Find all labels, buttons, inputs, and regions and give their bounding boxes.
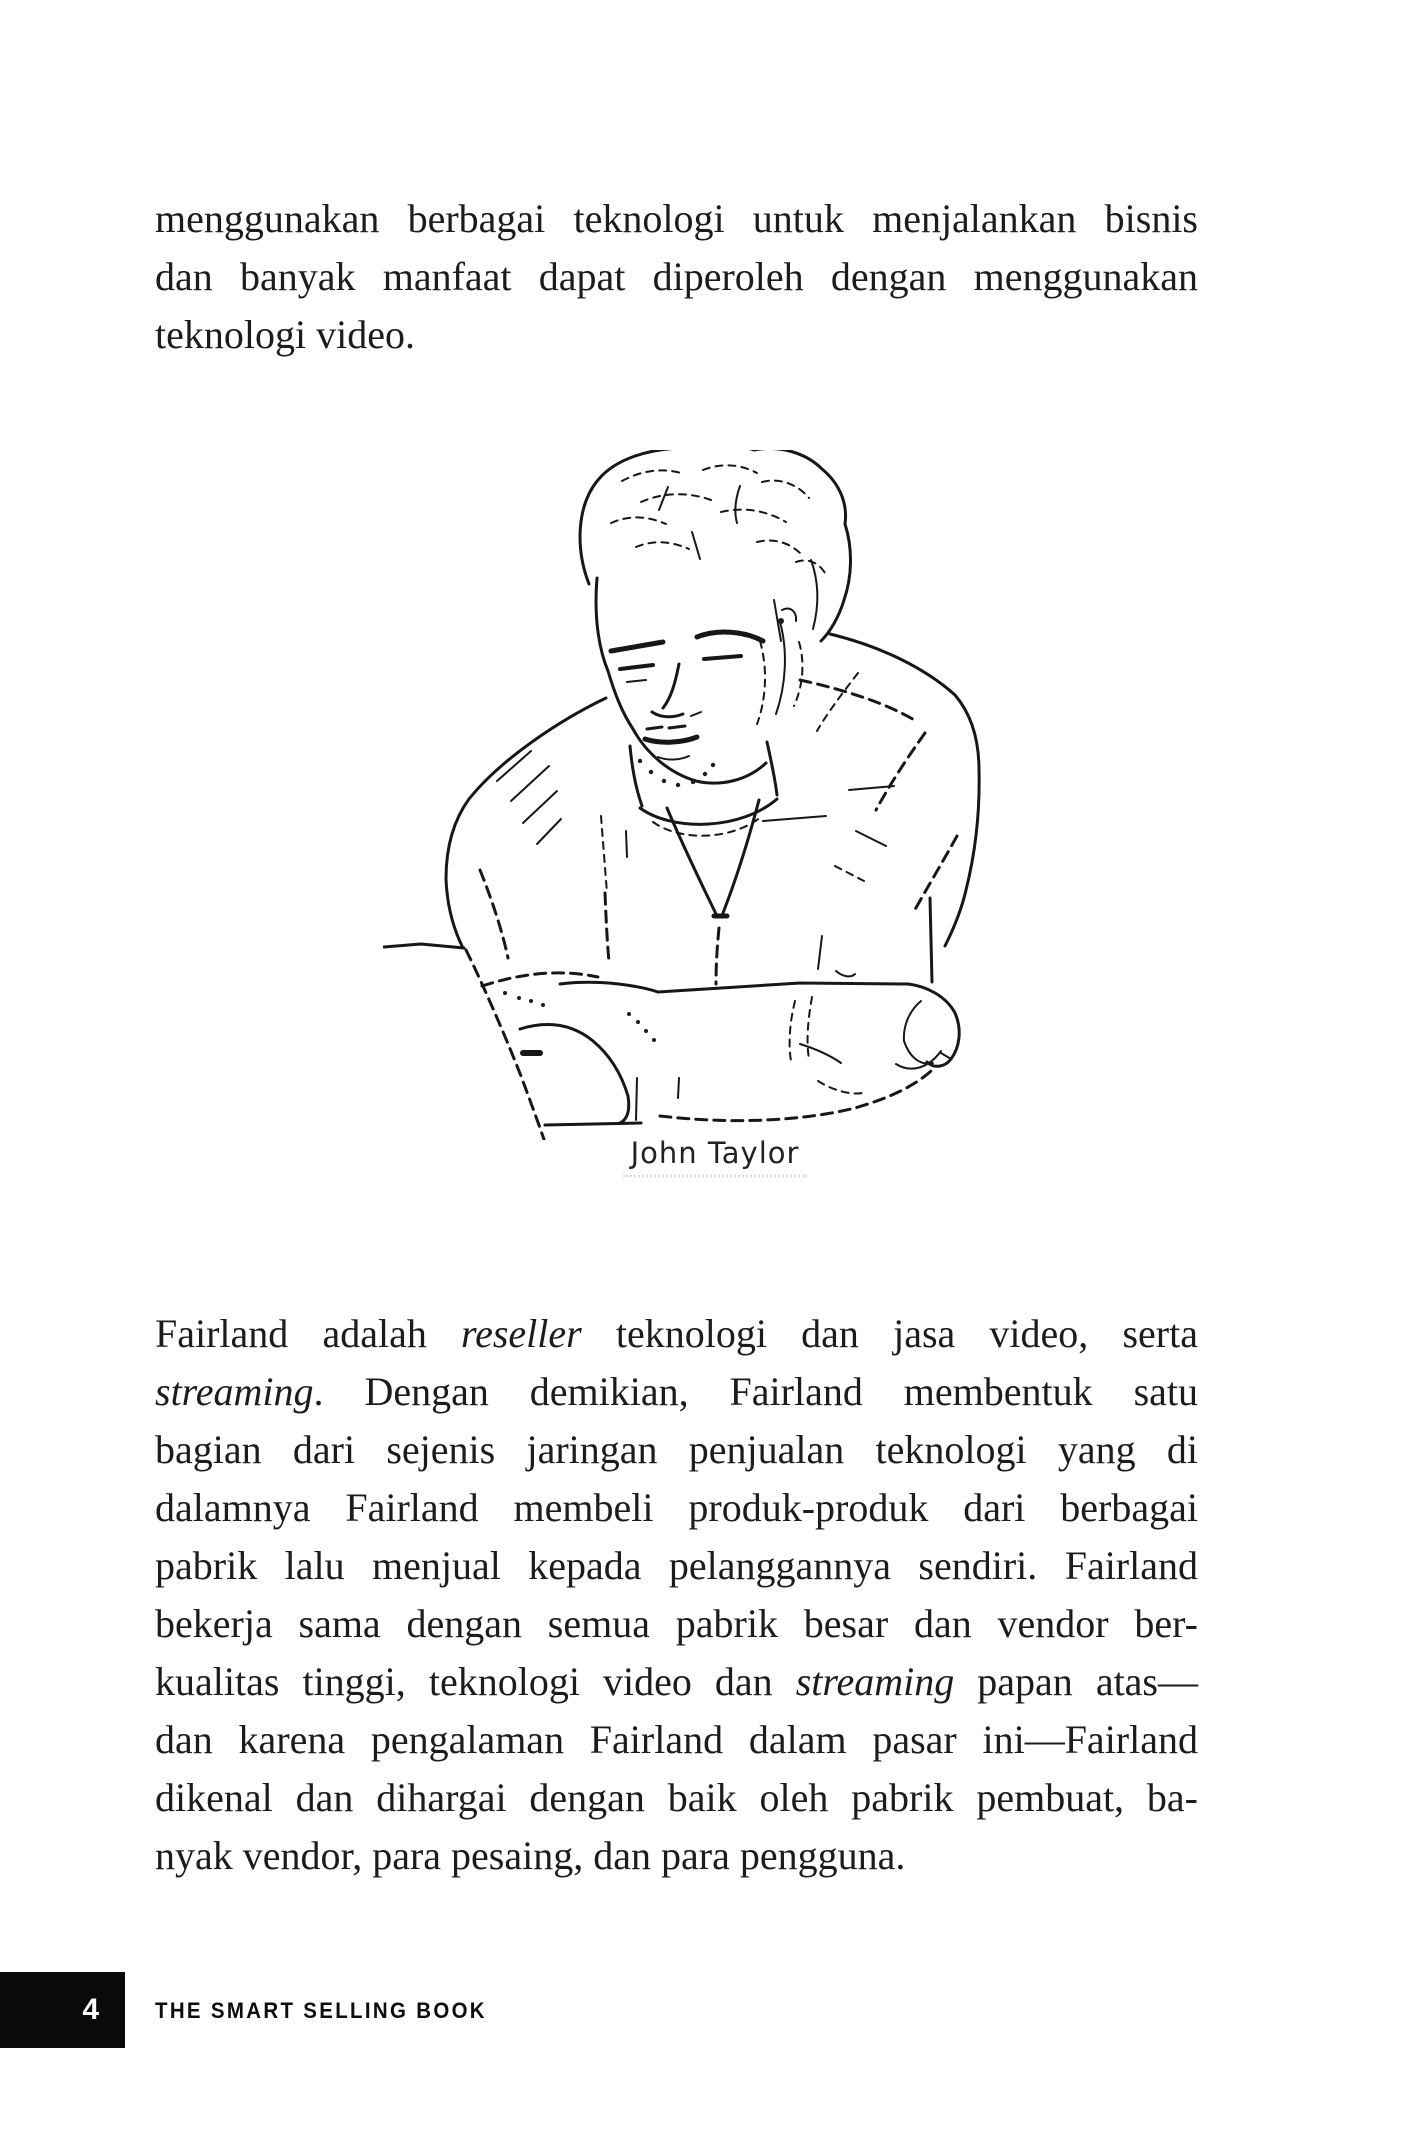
text-line: pabrik lalu menjual kepada pelanggannya sendiri. Fairland [155, 1543, 1198, 1588]
arms-strokes [482, 898, 959, 1125]
text-line: dikenal dan dihargai dengan baik oleh pabrik pembuat, ba- [155, 1775, 1198, 1820]
paragraph-top [155, 190, 1198, 364]
hair-strokes [580, 450, 850, 641]
figure-caption [409, 1136, 1021, 1170]
page-number-box [0, 1972, 125, 2048]
text-line: menggunakan berbagai teknologi untuk menjalankan bisnis [155, 196, 1198, 241]
text-line: bagian dari sejenis jaringan penjualan teknologi yang di [155, 1427, 1198, 1472]
neck-collar-strokes [630, 618, 785, 984]
text-line: bekerja sama dengan semua pabrik besar dan vendor ber- [155, 1601, 1198, 1646]
text-line: Fairland adalah reseller teknologi dan jasa video, serta [155, 1311, 1198, 1356]
text-line: nyak vendor, para pesaing, dan para pengguna. [155, 1833, 906, 1878]
text-line: kualitas tinggi, teknologi video dan streaming papan atas— [155, 1659, 1199, 1704]
right-shoulder-strokes [763, 634, 979, 946]
portrait-sketch-illustration [383, 450, 995, 1140]
figure-caption-text: John Taylor [623, 1136, 808, 1177]
left-shoulder-strokes [446, 698, 627, 962]
figure-portrait [383, 450, 995, 1170]
text-line: dalamnya Fairland membeli produk-produk dari berbagai [155, 1485, 1198, 1530]
text-line: dan karena pengalaman Fairland dalam pasar ini—Fairland [155, 1717, 1198, 1762]
text-line: teknologi video. [155, 312, 415, 357]
paragraph-main [155, 1305, 1198, 1885]
page-number: 4 [82, 1993, 99, 2026]
book-title: THE SMART SELLING BOOK [155, 1998, 487, 2023]
text-line: dan banyak manfaat dapat diperoleh dengan menggunakan [155, 254, 1198, 299]
table-strokes [384, 944, 656, 1140]
text-line: streaming. Dengan demikian, Fairland membentuk satu [155, 1369, 1198, 1414]
